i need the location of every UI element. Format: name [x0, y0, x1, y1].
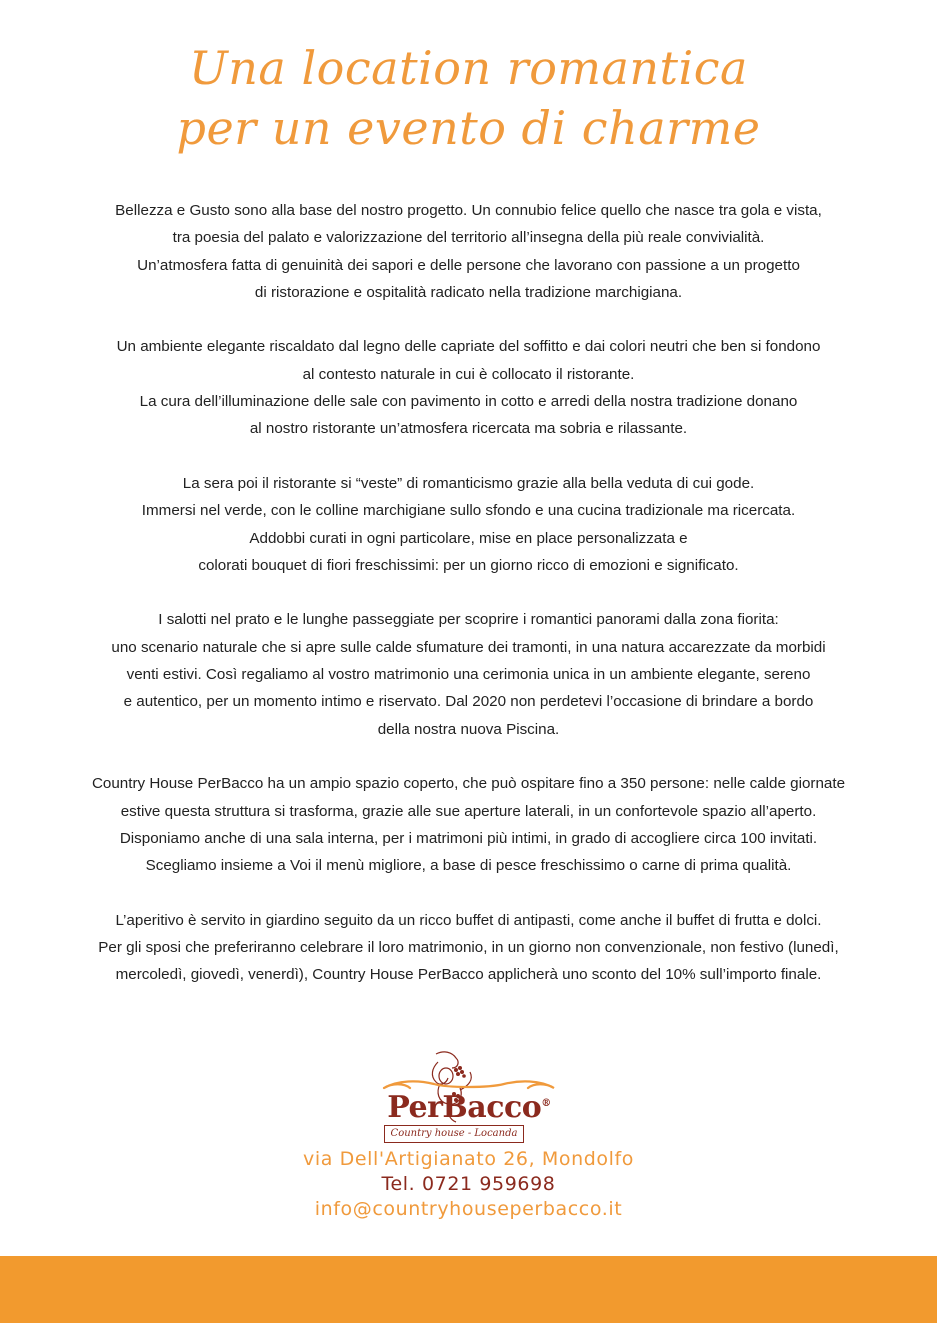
- contact-address: via Dell'Artigianato 26, Mondolfo: [302, 1148, 635, 1170]
- paragraph-line: Per gli sposi che preferiranno celebrare il loro matrimonio, in un giorno non convenzionale, non festivo (lunedì,: [98, 939, 839, 957]
- paragraph-line: venti estivi. Così regaliamo al vostro matrimonio una cerimonia unica in un ambiente elegante, sereno: [126, 666, 811, 684]
- logo-wordmark: [384, 1090, 554, 1125]
- registered-mark: ®: [541, 1098, 551, 1109]
- logo-name: PerBacco: [387, 1090, 542, 1125]
- paragraph-line: estive questa struttura si trasforma, grazie alle sue aperture laterali, in un confortevole spazio all’aperto.: [120, 802, 817, 820]
- contact-email[interactable]: info@countryhouseperbacco.it: [314, 1198, 623, 1220]
- contact-phone[interactable]: Tel. 0721 959698: [381, 1173, 556, 1195]
- paragraph-line: al contesto naturale in cui è collocato il ristorante.: [302, 365, 635, 383]
- paragraph-line: mercoledì, giovedì, venerdì), Country House PerBacco applicherà uno sconto del 10% sull’importo finale.: [115, 966, 822, 984]
- paragraph-line: al nostro ristorante un’atmosfera ricercata ma sobria e rilassante.: [249, 420, 688, 438]
- title-line-1: Una location romantica: [189, 41, 748, 95]
- paragraph-line: Immersi nel verde, con le colline marchigiane sullo sfondo e una cucina tradizionale ma ricercata.: [141, 502, 796, 520]
- paragraph-line: Addobbi curati in ogni particolare, mise en place personalizzata e: [249, 529, 688, 547]
- body-text: [40, 197, 897, 1016]
- paragraph-line: Scegliamo insieme a Voi il menù migliore, a base di pesce freschissimo o carne di prima qualità.: [145, 857, 792, 875]
- paragraph-line: La sera poi il ristorante si “veste” di romanticismo grazie alla bella veduta di cui gode.: [182, 474, 755, 492]
- paragraph: [40, 770, 897, 879]
- paragraph-line: La cura dell’illuminazione delle sale con pavimento in cotto e arredi della nostra tradizione donano: [139, 393, 798, 411]
- paragraph-line: Country House PerBacco ha un ampio spazio coperto, che può ospitare fino a 350 persone: nelle calde giornate: [91, 775, 846, 793]
- paragraph-line: L’aperitivo è servito in giardino seguito da un ricco buffet di antipasti, come anche il buffet di frutta e dolci.: [115, 911, 822, 929]
- paragraph: [40, 907, 897, 989]
- paragraph-line: Bellezza e Gusto sono alla base del nostro progetto. Un connubio felice quello che nasce tra gola e vista,: [115, 202, 822, 219]
- page-title: [0, 38, 937, 158]
- paragraph-line: I salotti nel prato e le lunghe passeggiate per scoprire i romantici panorami dalla zona fiorita:: [158, 611, 779, 629]
- paragraph-line: Disponiamo anche di una sala interna, per i matrimoni più intimi, in grado di accogliere circa 100 invitati.: [119, 829, 818, 847]
- paragraph: [40, 470, 897, 579]
- paragraph-line: uno scenario naturale che si apre sulle calde sfumature dei tramonti, in una natura accarezzate da morbidi: [111, 638, 826, 656]
- paragraph-line: della nostra nuova Piscina.: [377, 720, 560, 738]
- paragraph-line: di ristorazione e ospitalità radicato nella tradizione marchigiana.: [254, 283, 683, 301]
- logo-subtitle: Country house - Locanda: [384, 1125, 524, 1143]
- paragraph-line: e autentico, per un momento intimo e riservato. Dal 2020 non perdetevi l’occasione di brindare a bordo: [123, 693, 814, 711]
- paragraph: [40, 606, 897, 742]
- paragraph: [40, 333, 897, 442]
- paragraph-line: Un’atmosfera fatta di genuinità dei sapori e delle persone che lavorano con passione a un progetto: [137, 256, 800, 274]
- title-line-2: per un evento di charme: [176, 101, 761, 155]
- paragraph-line: colorati bouquet di fiori freschissimi: per un giorno ricco di emozioni e significato.: [198, 556, 739, 574]
- paragraph-line: Un ambiente elegante riscaldato dal legno delle capriate del soffitto e dai colori neutri che ben si fondono: [116, 338, 821, 356]
- paragraph: [40, 197, 897, 306]
- paragraph-line: tra poesia del palato e valorizzazione del territorio all’insegna della più reale convivialità.: [172, 229, 765, 247]
- footer-band: [0, 1256, 937, 1323]
